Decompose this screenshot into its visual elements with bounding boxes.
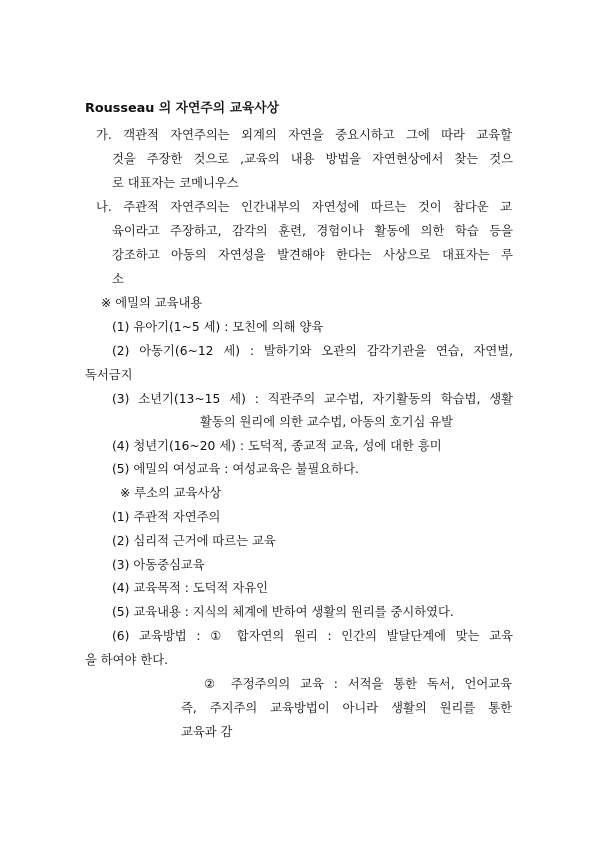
text-line: 교육과 감 <box>181 725 233 739</box>
list-item: (3) 소년기(13~15 세) : 직관주의 교수법, 자기활동의 학습법, 생활 <box>112 392 513 406</box>
list-item: (2) 아동기(6~12 세) : 발하기와 오관의 감각기관을 연습, 자연벌, <box>112 344 513 358</box>
text-line: 소 <box>112 272 124 286</box>
text-line: 나. 주관적 자연주의는 인간내부의 자연성에 따르는 것이 참다운 교 <box>96 200 512 214</box>
text-line: 강조하고 아동의 자연성을 발견해야 한다는 사상으로 대표자는 루 <box>112 248 513 262</box>
text-line: ② 주정주의의 교육 : 서적을 통한 독서, 언어교육 <box>204 677 512 691</box>
text-line: 로 대표자는 코메니우스 <box>112 176 239 190</box>
text-line: 을 하여야 한다. <box>85 653 168 667</box>
list-item: (3) 아동중심교육 <box>112 558 205 572</box>
text-line: 활동의 원리에 의한 교수법, 아동의 호기심 유발 <box>200 415 454 429</box>
list-item: (5) 교육내용 : 지식의 체계에 반하여 생활의 원리를 중시하였다. <box>112 605 454 619</box>
document-title: Rousseau 의 자연주의 교육사상 <box>85 101 280 116</box>
section-heading: ※ 루소의 교육사상 <box>120 486 222 500</box>
list-item: (6) 교육방법 : ① 합자연의 원리 : 인간의 발달단계에 맞는 교육 <box>112 629 513 643</box>
list-item: (5) 에밀의 여성교육 : 여성교육은 불필요하다. <box>112 462 359 476</box>
list-item: (4) 청년기(16~20 세) : 도덕적, 종교적 교육, 성에 대한 흥미 <box>112 439 442 453</box>
list-item: (1) 유아기(1~5 세) : 모친에 의해 양육 <box>112 320 324 334</box>
list-item: (2) 심리적 근거에 따르는 교육 <box>112 534 276 548</box>
text-line: 가. 객관적 자연주의는 외계의 자연을 중요시하고 그에 따라 교육할 <box>96 128 512 142</box>
list-item: (4) 교육목적 : 도덕적 자유인 <box>112 581 268 595</box>
section-heading: ※ 에밀의 교육내용 <box>101 296 203 310</box>
text-line: 독서금지 <box>85 368 133 382</box>
text-line: 것을 주장한 것으로 ,교육의 내용 방법을 자연현상에서 찾는 것으 <box>112 152 513 166</box>
list-item: (1) 주관적 자연주의 <box>112 510 221 524</box>
text-line: 육이라고 주장하고, 감각의 훈련, 경험이나 활동에 의한 학습 등을 <box>112 224 513 238</box>
text-line: 즉, 주지주의 교육방법이 아니라 생활의 원리를 통한 <box>181 701 512 715</box>
